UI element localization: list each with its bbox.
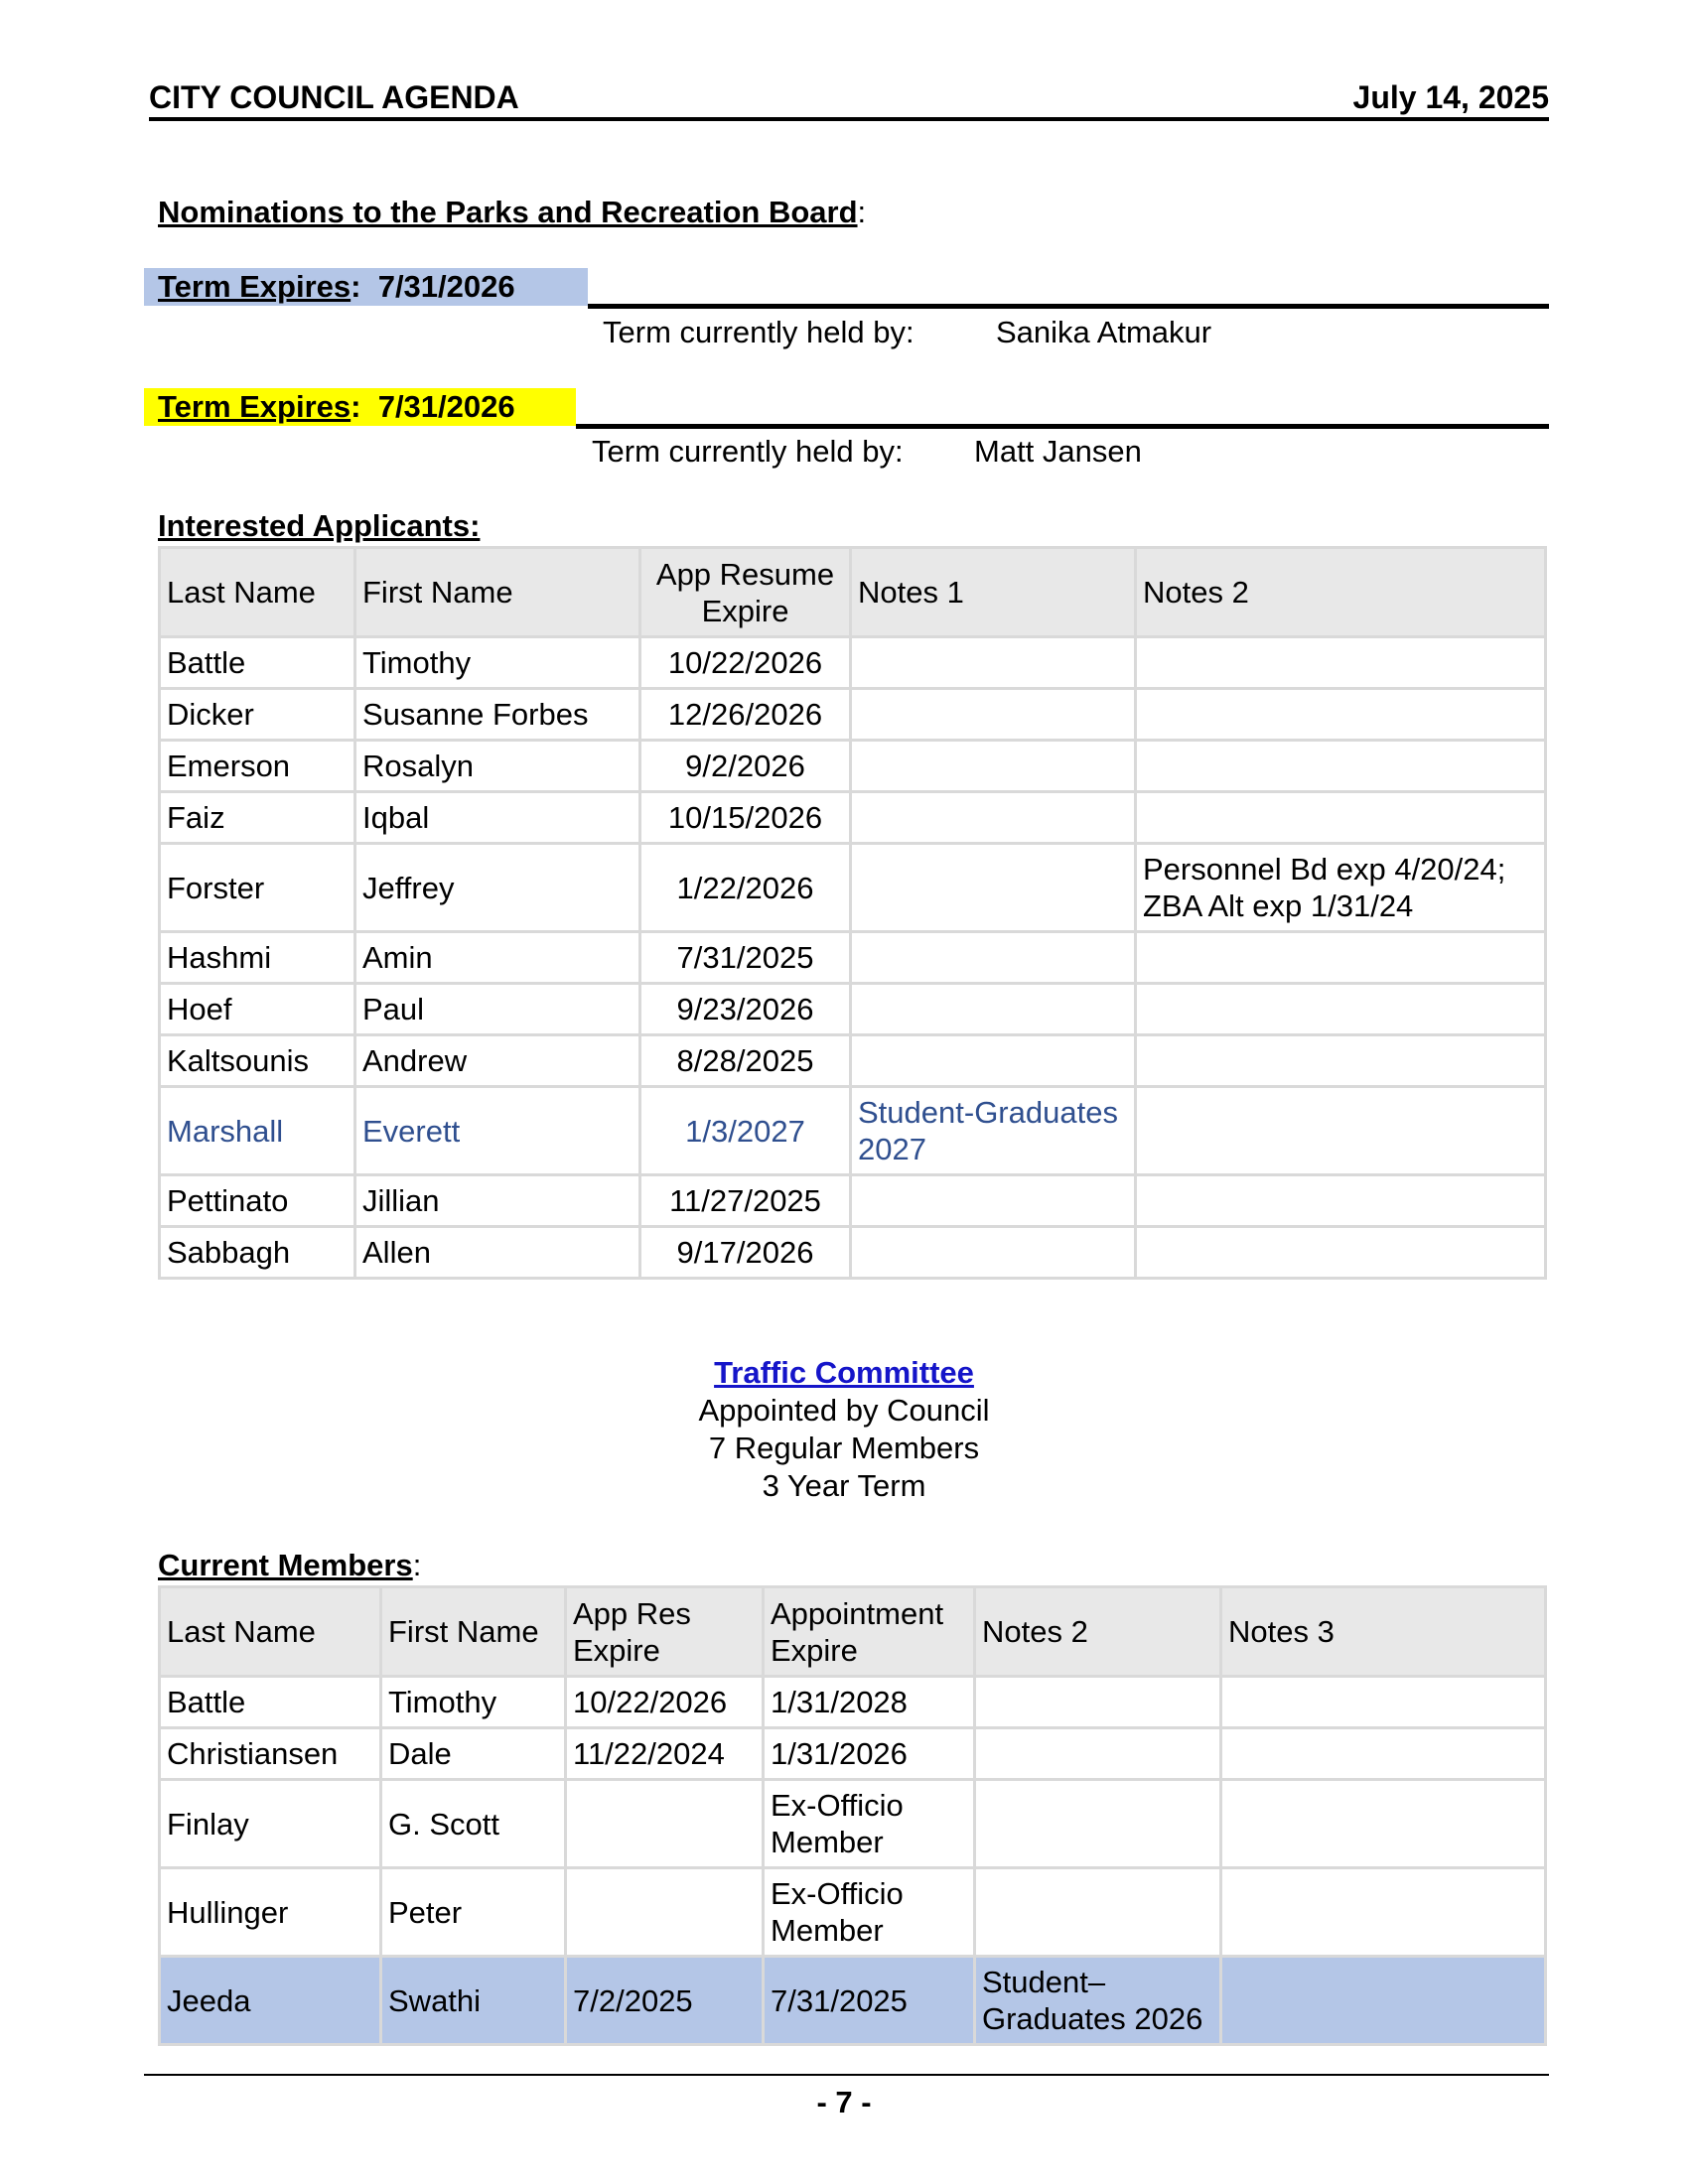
table-row — [160, 984, 1546, 1035]
cell-expire: 7/31/2025 — [640, 932, 851, 984]
cell-app-res — [566, 1780, 764, 1868]
cell-appt: Ex-Officio Member — [764, 1780, 975, 1868]
cell-notes3 — [1221, 1728, 1546, 1780]
cell-expire: 9/17/2026 — [640, 1227, 851, 1279]
parks-section-title — [158, 195, 866, 230]
cell-notes1 — [851, 1035, 1136, 1087]
cell-notes2 — [1136, 637, 1546, 689]
cell-notes1 — [851, 1227, 1136, 1279]
table-row — [160, 844, 1546, 932]
cell-notes2 — [1136, 689, 1546, 741]
cell-notes2 — [975, 1677, 1221, 1728]
cell-notes3 — [1221, 1677, 1546, 1728]
col-notes-1: Notes 1 — [851, 548, 1136, 637]
cell-appt: 7/31/2025 — [764, 1957, 975, 2045]
cell-last: Battle — [160, 637, 355, 689]
cell-first: Allen — [355, 1227, 640, 1279]
current-members-title — [158, 1548, 421, 1583]
table-row — [160, 1780, 1546, 1868]
cell-appt: Ex-Officio Member — [764, 1868, 975, 1957]
cell-last: Faiz — [160, 792, 355, 844]
cell-first: G. Scott — [381, 1780, 566, 1868]
term-date: 7/31/2026 — [377, 389, 515, 424]
cell-notes2 — [1136, 1035, 1546, 1087]
table-header-row — [160, 548, 1546, 637]
cell-notes3 — [1221, 1957, 1546, 2045]
col-notes-3: Notes 3 — [1221, 1587, 1546, 1677]
cell-expire: 8/28/2025 — [640, 1035, 851, 1087]
cell-expire: 10/15/2026 — [640, 792, 851, 844]
current-members-text: Current Members — [158, 1548, 413, 1582]
term-held-2 — [592, 434, 1142, 470]
cell-first: Everett — [355, 1087, 640, 1175]
current-members-colon: : — [412, 1548, 422, 1582]
term-expires-box-2 — [144, 388, 576, 426]
table-row — [160, 689, 1546, 741]
cell-first: Jeffrey — [355, 844, 640, 932]
cell-first: Rosalyn — [355, 741, 640, 792]
cell-last: Pettinato — [160, 1175, 355, 1227]
traffic-committee-block — [0, 1354, 1688, 1505]
cell-notes1: Student-Graduates 2027 — [851, 1087, 1136, 1175]
cell-notes1 — [851, 741, 1136, 792]
cell-last: Christiansen — [160, 1728, 381, 1780]
cell-expire: 9/23/2026 — [640, 984, 851, 1035]
cell-notes2: Student–Graduates 2026 — [975, 1957, 1221, 2045]
parks-title-text: Nominations to the Parks and Recreation Board — [158, 195, 858, 229]
term-date: 7/31/2026 — [377, 269, 515, 304]
table-row — [160, 1227, 1546, 1279]
cell-last: Marshall — [160, 1087, 355, 1175]
members-table — [158, 1585, 1547, 2046]
agenda-date: July 14, 2025 — [1352, 79, 1549, 115]
cell-notes1 — [851, 637, 1136, 689]
col-notes-2: Notes 2 — [975, 1587, 1221, 1677]
cell-first: Susanne Forbes — [355, 689, 640, 741]
cell-notes2 — [1136, 932, 1546, 984]
term-held-1 — [603, 315, 1212, 350]
col-last-name: Last Name — [160, 548, 355, 637]
cell-app-res: 11/22/2024 — [566, 1728, 764, 1780]
cell-expire: 11/27/2025 — [640, 1175, 851, 1227]
cell-first: Dale — [381, 1728, 566, 1780]
cell-first: Swathi — [381, 1957, 566, 2045]
table-header-row — [160, 1587, 1546, 1677]
cell-expire: 1/22/2026 — [640, 844, 851, 932]
cell-appt: 1/31/2028 — [764, 1677, 975, 1728]
cell-first: Amin — [355, 932, 640, 984]
cell-app-res: 10/22/2026 — [566, 1677, 764, 1728]
term-rule-2 — [576, 424, 1549, 429]
table-row — [160, 1728, 1546, 1780]
col-appointment-expire: Appointment Expire — [764, 1587, 975, 1677]
cell-notes1 — [851, 984, 1136, 1035]
cell-app-res: 7/2/2025 — [566, 1957, 764, 2045]
cell-notes2 — [1136, 1087, 1546, 1175]
col-notes-2: Notes 2 — [1136, 548, 1546, 637]
cell-expire: 12/26/2026 — [640, 689, 851, 741]
cell-app-res — [566, 1868, 764, 1957]
held-name: Sanika Atmakur — [996, 315, 1212, 349]
cell-first: Paul — [355, 984, 640, 1035]
cell-last: Jeeda — [160, 1957, 381, 2045]
cell-notes3 — [1221, 1868, 1546, 1957]
traffic-term: 3 Year Term — [762, 1468, 926, 1503]
cell-notes3 — [1221, 1780, 1546, 1868]
held-name: Matt Jansen — [974, 434, 1142, 469]
cell-notes2 — [975, 1868, 1221, 1957]
cell-first: Iqbal — [355, 792, 640, 844]
traffic-committee-link[interactable]: Traffic Committee — [714, 1355, 974, 1390]
cell-notes2 — [1136, 984, 1546, 1035]
cell-first: Peter — [381, 1868, 566, 1957]
cell-notes1 — [851, 1175, 1136, 1227]
cell-first: Jillian — [355, 1175, 640, 1227]
cell-last: Kaltsounis — [160, 1035, 355, 1087]
cell-notes1 — [851, 932, 1136, 984]
table-row — [160, 637, 1546, 689]
cell-last: Hullinger — [160, 1868, 381, 1957]
cell-notes2 — [1136, 1175, 1546, 1227]
col-first-name: First Name — [381, 1587, 566, 1677]
held-label: Term currently held by: — [603, 315, 914, 349]
cell-notes2 — [975, 1728, 1221, 1780]
table-row — [160, 1175, 1546, 1227]
col-app-res-expire: App Res Expire — [566, 1587, 764, 1677]
term-label: Term Expires — [158, 389, 352, 424]
term-rule-1 — [588, 304, 1549, 309]
col-app-resume-expire: App Resume Expire — [640, 548, 851, 637]
table-row — [160, 792, 1546, 844]
cell-last: Forster — [160, 844, 355, 932]
agenda-title: CITY COUNCIL AGENDA — [149, 79, 519, 115]
table-row — [160, 932, 1546, 984]
footer-rule — [144, 2074, 1549, 2076]
applicants-title: Interested Applicants: — [158, 508, 481, 543]
cell-appt: 1/31/2026 — [764, 1728, 975, 1780]
table-row — [160, 1868, 1546, 1957]
term-colon: : — [351, 269, 361, 304]
cell-last: Emerson — [160, 741, 355, 792]
cell-last: Hashmi — [160, 932, 355, 984]
cell-notes2 — [1136, 741, 1546, 792]
col-last-name: Last Name — [160, 1587, 381, 1677]
traffic-appointed: Appointed by Council — [698, 1393, 990, 1428]
table-row — [160, 741, 1546, 792]
applicants-table — [158, 546, 1547, 1280]
cell-last: Sabbagh — [160, 1227, 355, 1279]
cell-expire: 10/22/2026 — [640, 637, 851, 689]
cell-notes2 — [1136, 1227, 1546, 1279]
term-label: Term Expires — [158, 269, 352, 304]
term-expires-box-1 — [144, 268, 588, 306]
term-colon: : — [351, 389, 361, 424]
table-row-student — [160, 1087, 1546, 1175]
cell-notes2 — [975, 1780, 1221, 1868]
table-row-highlighted — [160, 1957, 1546, 2045]
cell-last: Battle — [160, 1677, 381, 1728]
page-header — [149, 79, 1549, 121]
cell-notes1 — [851, 792, 1136, 844]
cell-notes2: Personnel Bd exp 4/20/24; ZBA Alt exp 1/31/24 — [1136, 844, 1546, 932]
cell-expire: 9/2/2026 — [640, 741, 851, 792]
table-row — [160, 1035, 1546, 1087]
cell-last: Finlay — [160, 1780, 381, 1868]
cell-notes2 — [1136, 792, 1546, 844]
parks-title-colon: : — [857, 195, 867, 229]
cell-first: Timothy — [355, 637, 640, 689]
cell-last: Dicker — [160, 689, 355, 741]
cell-expire: 1/3/2027 — [640, 1087, 851, 1175]
traffic-members-count: 7 Regular Members — [708, 1431, 980, 1465]
cell-first: Andrew — [355, 1035, 640, 1087]
page-number: - 7 - — [816, 2085, 872, 2119]
cell-notes1 — [851, 844, 1136, 932]
cell-first: Timothy — [381, 1677, 566, 1728]
held-label: Term currently held by: — [592, 434, 904, 469]
col-first-name: First Name — [355, 548, 640, 637]
cell-notes1 — [851, 689, 1136, 741]
cell-last: Hoef — [160, 984, 355, 1035]
table-row — [160, 1677, 1546, 1728]
